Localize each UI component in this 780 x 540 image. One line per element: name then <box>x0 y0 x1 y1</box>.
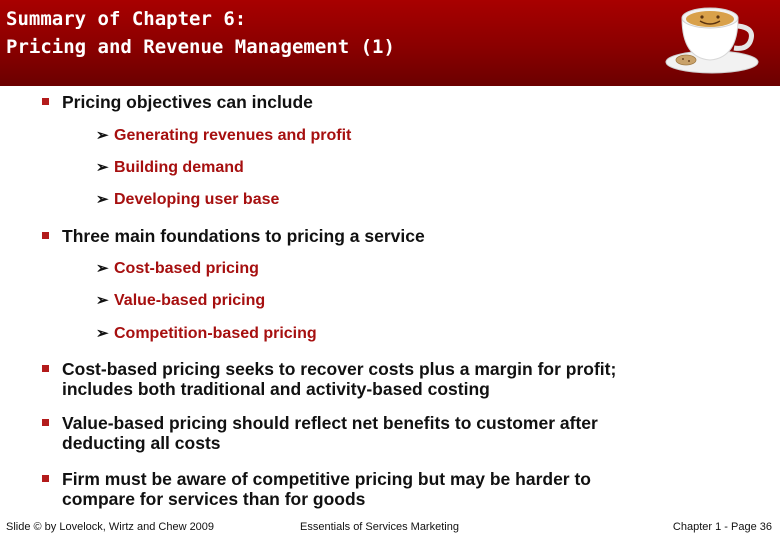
bullet-text: Three main foundations to pricing a service <box>62 226 425 246</box>
sub-bullet-text: Competition-based pricing <box>114 325 317 342</box>
sub-bullet-text: Building demand <box>114 159 244 176</box>
bullet-text-line2: deducting all costs <box>62 433 221 453</box>
square-bullet-icon <box>42 98 49 105</box>
bullet-pricing-foundations <box>62 226 425 246</box>
title-banner <box>0 0 780 86</box>
arrowhead-bullet-icon: ➢ <box>96 191 109 208</box>
coffee-cup-smiley-icon <box>660 0 770 78</box>
arrowhead-bullet-icon: ➢ <box>96 159 109 176</box>
footer-copyright: Slide © by Lovelock, Wirtz and Chew 2009 <box>6 521 215 533</box>
sub-bullet-item <box>96 259 259 279</box>
sub-bullet-text: Cost-based pricing <box>114 260 259 277</box>
slide-title <box>6 5 395 61</box>
bullet-value-based <box>62 413 598 453</box>
arrowhead-bullet-icon: ➢ <box>96 260 109 277</box>
footer-page-number: Chapter 1 - Page 36 <box>672 521 772 533</box>
arrowhead-bullet-icon: ➢ <box>96 325 109 342</box>
bullet-cost-based <box>62 359 616 399</box>
sub-bullet-item <box>96 158 244 178</box>
sub-bullet-text: Generating revenues and profit <box>114 127 352 144</box>
sub-bullet-text: Value-based pricing <box>114 292 266 309</box>
bullet-pricing-objectives <box>62 92 313 112</box>
square-bullet-icon <box>42 475 49 482</box>
slide-title-line1: Summary of Chapter 6: <box>6 8 247 30</box>
sub-bullet-item <box>96 291 266 311</box>
sub-bullet-item <box>96 190 280 210</box>
sub-bullet-text: Developing user base <box>114 191 280 208</box>
bullet-text-line1: Cost-based pricing seeks to recover costs plus a margin for profit; <box>62 359 617 379</box>
square-bullet-icon <box>42 232 49 239</box>
arrowhead-bullet-icon: ➢ <box>96 127 109 144</box>
bullet-text-line2: includes both traditional and activity-based costing <box>62 379 490 399</box>
bullet-text-line1: Value-based pricing should reflect net benefits to customer after <box>62 413 598 433</box>
sub-bullet-item <box>96 324 317 344</box>
square-bullet-icon <box>42 419 49 426</box>
bullet-competitive-pricing <box>62 469 591 509</box>
slide-title-line2: Pricing and Revenue Management (1) <box>6 36 395 58</box>
square-bullet-icon <box>42 365 49 372</box>
bullet-text-line1: Firm must be aware of competitive pricing but may be harder to <box>62 469 591 489</box>
bullet-text-line2: compare for services than for goods <box>62 489 366 509</box>
bullet-text: Pricing objectives can include <box>62 92 313 112</box>
sub-bullet-item <box>96 126 352 146</box>
footer-book-title: Essentials of Services Marketing <box>300 521 459 533</box>
arrowhead-bullet-icon: ➢ <box>96 292 109 309</box>
